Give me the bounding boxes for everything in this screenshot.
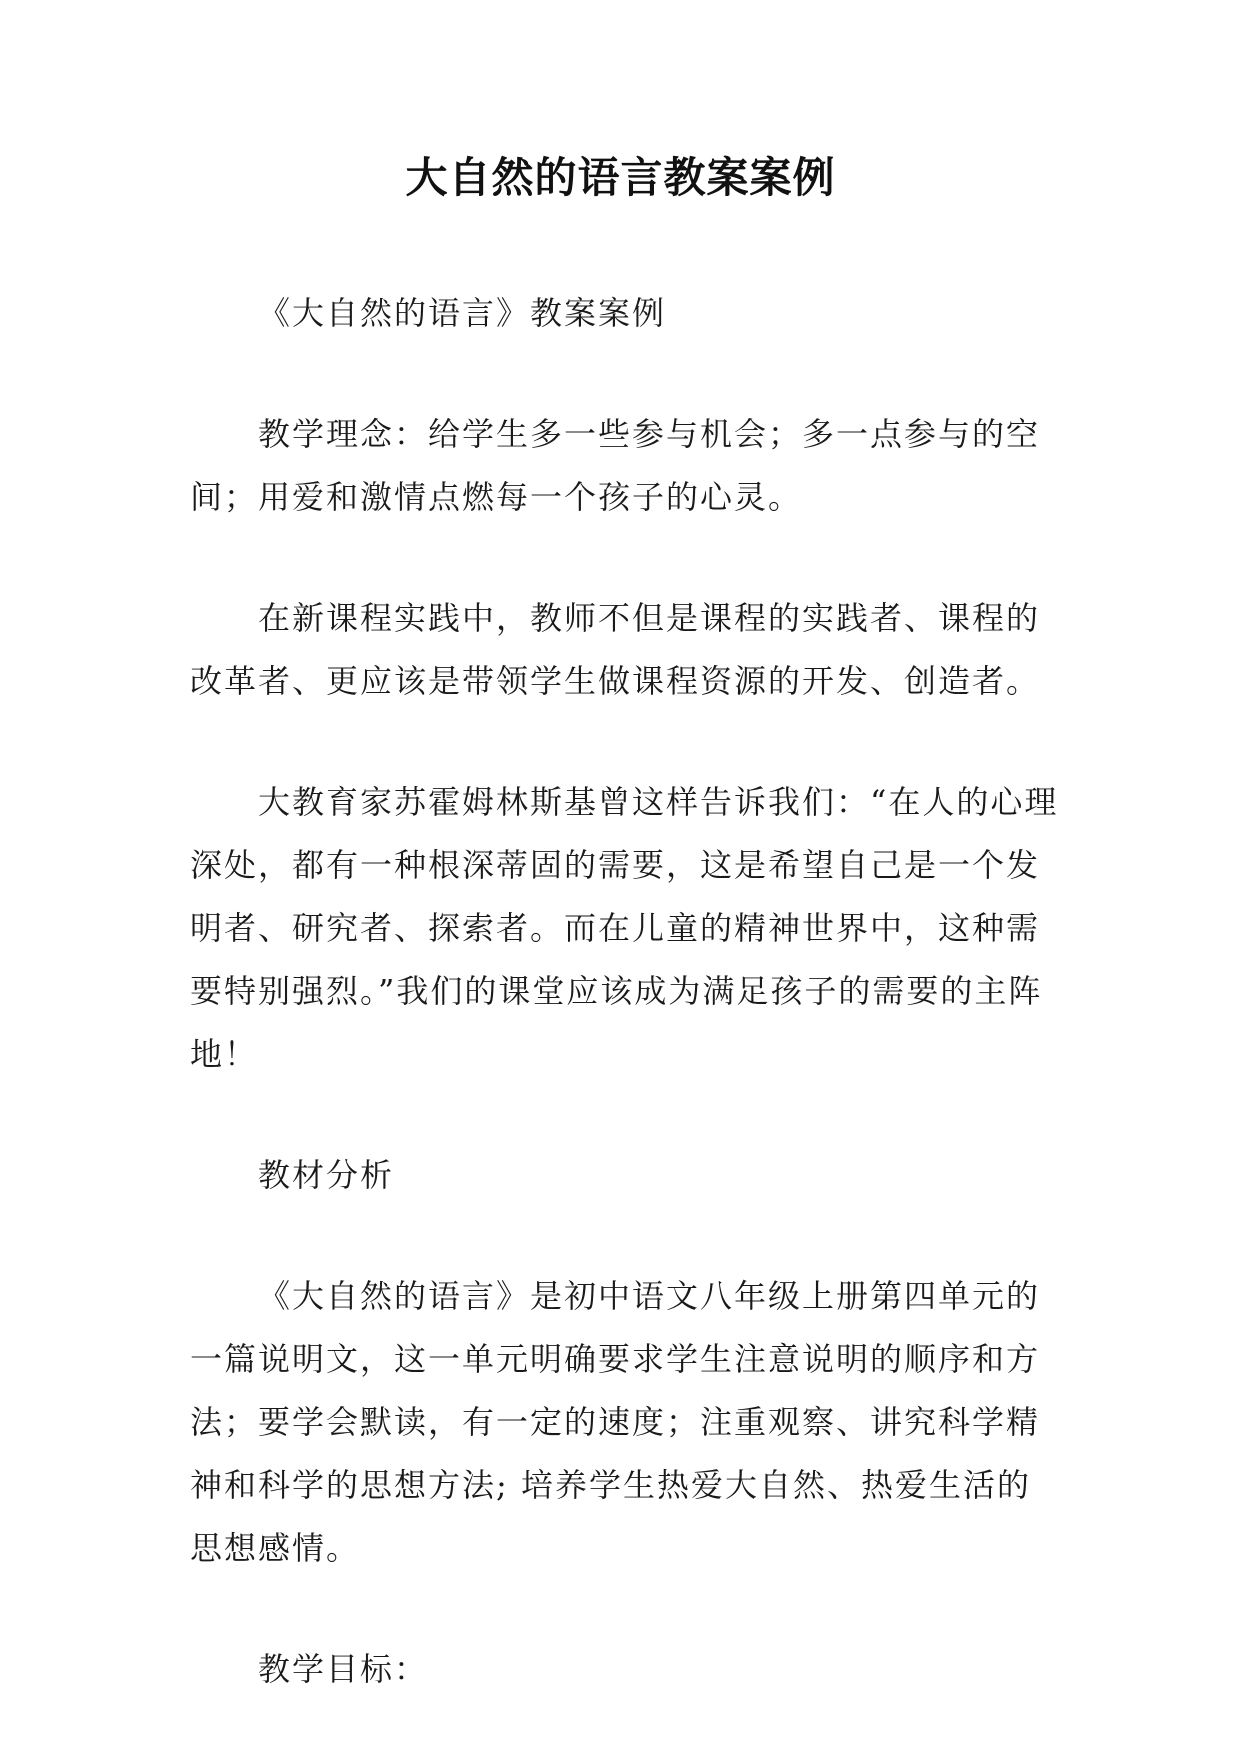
paragraph-new-curriculum: 在新课程实践中，教师不但是课程的实践者、课程的改革者、更应该是带领学生做课程资源的开发、创造者。 [190, 599, 1041, 700]
document-body [190, 282, 1062, 1759]
paragraph-quote: 大教育家苏霍姆林斯基曾这样告诉我们：“在人的心理深处，都有一种根深蒂固的需要，这是希望自己是一个发明者、研究者、探索者。而在儿童的精神世界中，这种需要特别强烈。”我们的课堂应该成为满足孩子的需要的主阵地！ [190, 783, 1059, 1073]
paragraph-material-analysis: 《大自然的语言》是初中语文八年级上册第四单元的一篇说明文，这一单元明确要求学生注意说明的顺序和方法；要学会默读，有一定的速度；注重观察、讲究科学精神和科学的思想方法; 培养学生热爱大自然、热爱生活的思想感情。 [190, 1277, 1041, 1567]
paragraph-teaching-philosophy: 教学理念：给学生多一些参与机会；多一点参与的空间；用爱和激情点燃每一个孩子的心灵。 [190, 415, 1041, 516]
paragraph-subtitle: 《大自然的语言》教案案例 [258, 294, 667, 332]
document-title: 大自然的语言教案案例 [405, 153, 836, 202]
heading-material-analysis: 教材分析 [258, 1156, 395, 1194]
heading-teaching-goals: 教学目标： [258, 1650, 429, 1688]
